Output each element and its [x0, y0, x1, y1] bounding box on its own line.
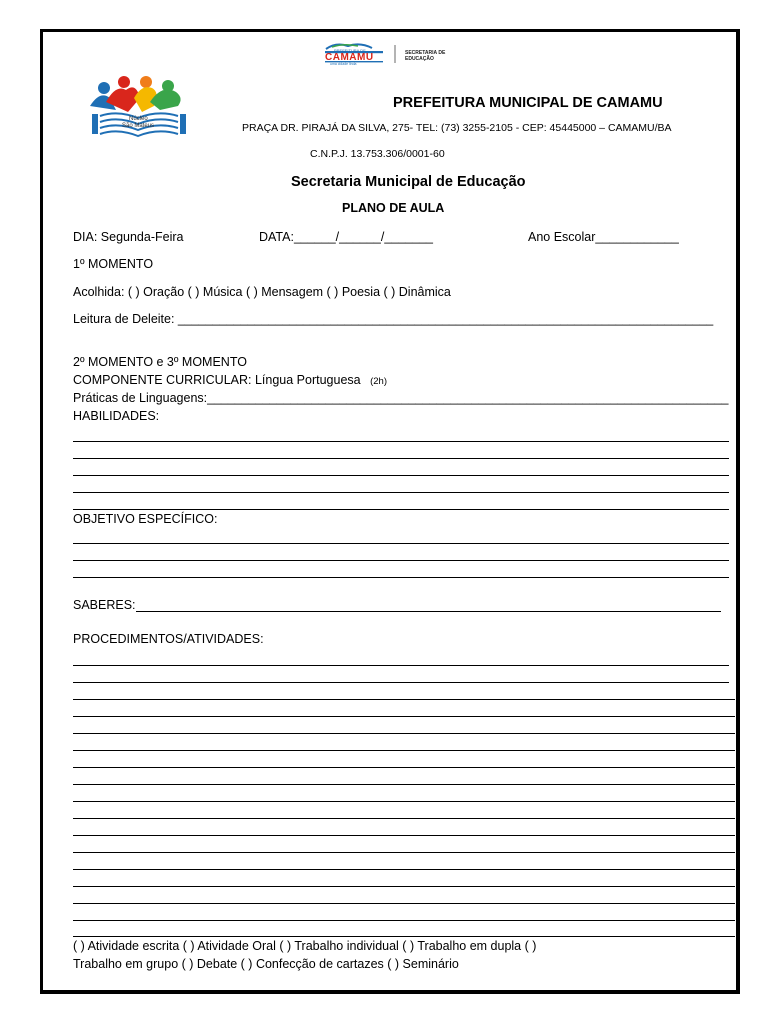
componente-value: : Língua Portuguesa — [248, 373, 361, 387]
habilidades-line — [73, 458, 729, 459]
procedimentos-label: PROCEDIMENTOS/ATIVIDADES: — [73, 632, 264, 646]
leitura-deleite: Leitura de Deleite: _____________________________________________________________________________ — [73, 312, 714, 326]
atividades-options-line1: ( ) Atividade escrita ( ) Atividade Oral ( ) Trabalho individual ( ) Trabalho em dupla ( ) — [73, 939, 537, 953]
address: PRAÇA DR. PIRAJÁ DA SILVA, 275- TEL: (73) 3255-2105 - CEP: 45445000 – CAMAMU/BA — [242, 122, 672, 134]
objetivo-line — [73, 577, 729, 578]
procedimentos-line — [73, 699, 735, 700]
habilidades-line — [73, 492, 729, 493]
objetivo-line — [73, 560, 729, 561]
secretaria-title: Secretaria Municipal de Educação — [291, 174, 526, 190]
procedimentos-line — [73, 750, 735, 751]
dia-field: DIA: Segunda-Feira — [73, 230, 184, 244]
procedimentos-line — [73, 767, 735, 768]
logo-caption-line2: São Mateus — [122, 123, 155, 129]
brand-big: CAMAMU — [325, 52, 374, 63]
componente-label: COMPONENTE CURRICULAR — [73, 373, 249, 387]
habilidades-line — [73, 475, 729, 476]
componente-hours: (2h) — [370, 376, 387, 387]
procedimentos-line — [73, 886, 735, 887]
saberes-label: SABERES: — [73, 598, 136, 612]
procedimentos-line — [73, 835, 735, 836]
secretaria-logo-line2: EDUCAÇÃO — [405, 56, 434, 62]
habilidades-line — [73, 441, 729, 442]
componente-curricular — [73, 373, 387, 387]
logo-caption-line1: Núcleo — [129, 116, 148, 122]
objetivo-line — [73, 543, 729, 544]
procedimentos-line — [73, 784, 735, 785]
secretaria-logo-line1: SECRETARIA DE — [405, 50, 446, 56]
data-field: DATA:______/______/_______ — [259, 230, 433, 244]
procedimentos-line — [73, 682, 729, 683]
procedimentos-line — [73, 869, 735, 870]
procedimentos-line — [73, 818, 735, 819]
atividades-options-line2: Trabalho em grupo ( ) Debate ( ) Confecção de cartazes ( ) Seminário — [73, 957, 459, 971]
camamu-header-logo — [324, 42, 460, 66]
momento1-heading: 1º MOMENTO — [73, 257, 154, 271]
brand-small: PREFEITURA DE — [334, 48, 366, 53]
school-logo — [86, 76, 194, 142]
habilidades-label: HABILIDADES: — [73, 409, 160, 423]
procedimentos-line — [73, 716, 735, 717]
procedimentos-line — [73, 665, 729, 666]
procedimentos-line — [73, 903, 735, 904]
page-title: PREFEITURA MUNICIPAL DE CAMAMU — [393, 95, 663, 111]
cnpj: C.N.P.J. 13.753.306/0001-60 — [310, 148, 445, 160]
procedimentos-line — [73, 852, 735, 853]
procedimentos-line — [73, 801, 735, 802]
brand-tag: uma cidade linda — [330, 62, 357, 66]
objetivo-label: OBJETIVO ESPECÍFICO: — [73, 512, 218, 526]
momento23-heading: 2º MOMENTO e 3º MOMENTO — [73, 355, 247, 369]
acolhida-options: Acolhida: ( ) Oração ( ) Música ( ) Mensagem ( ) Poesia ( ) Dinâmica — [73, 285, 451, 299]
praticas-linguagens: Práticas de Linguagens:___________________________________________________________________________ — [73, 391, 729, 405]
saberes-line — [136, 611, 721, 612]
procedimentos-line — [73, 920, 735, 921]
habilidades-line — [73, 509, 729, 510]
procedimentos-line — [73, 733, 735, 734]
doc-title: PLANO DE AULA — [342, 201, 445, 215]
procedimentos-line — [73, 936, 735, 937]
ano-escolar-field: Ano Escolar____________ — [528, 230, 679, 244]
